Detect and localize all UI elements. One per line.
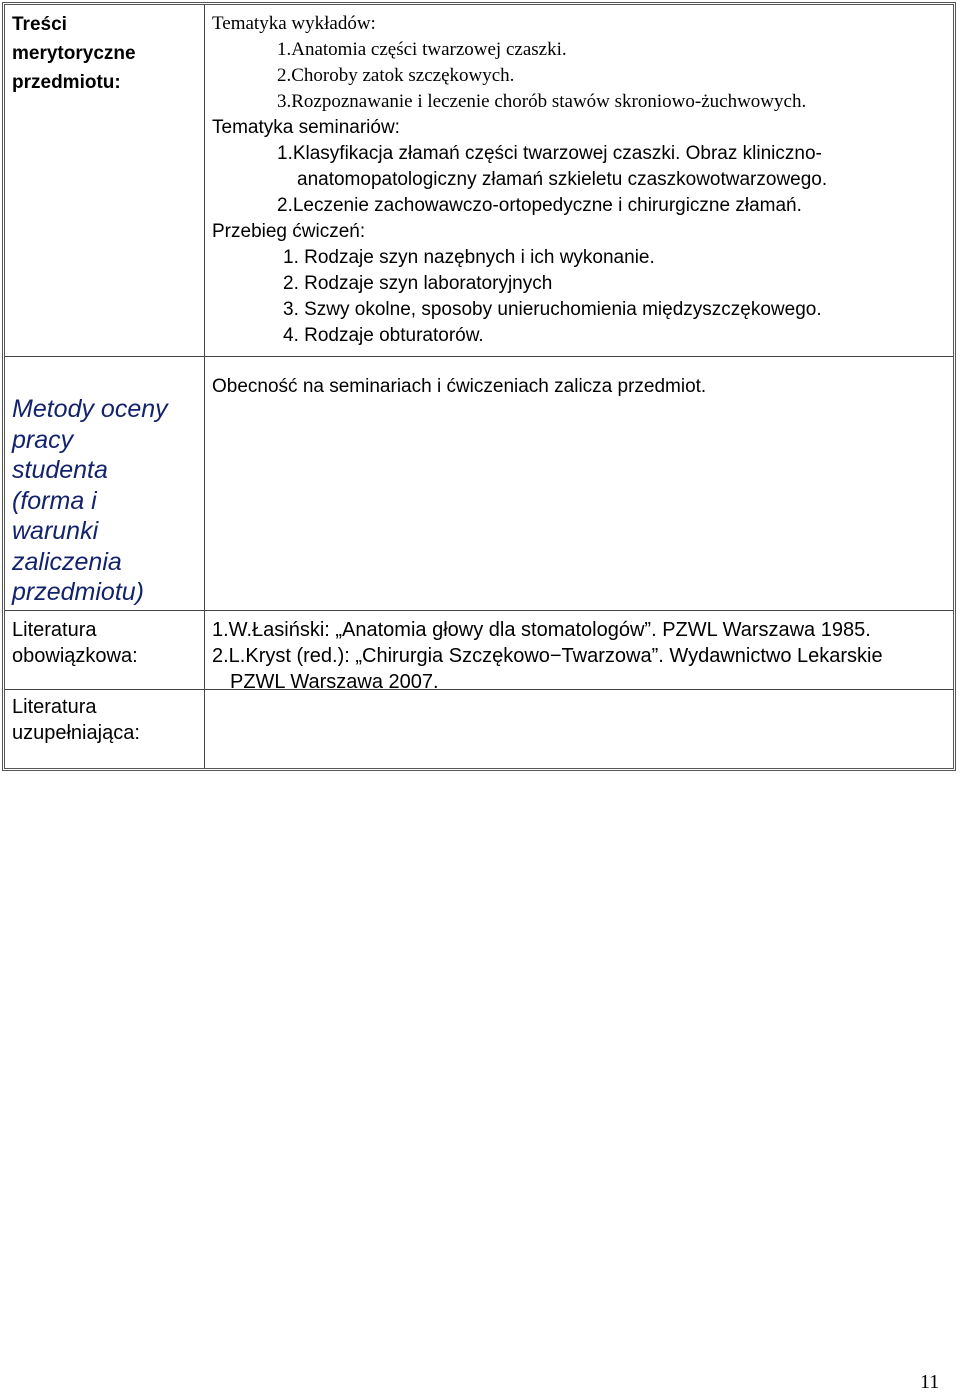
- literature-item: 1.W.Łasiński: „Anatomia głowy dla stomatologów”. PZWL Warszawa 1985.: [212, 619, 871, 641]
- assessment-label-cell: [5, 357, 205, 610]
- lecture-item: 2.Choroby zatok szczękowych.: [277, 65, 515, 86]
- lecture-item: 3.Rozpoznawanie i leczenie chorób stawów skroniowo-żuchwowych.: [277, 91, 807, 112]
- required-literature-label-cell: [5, 611, 205, 689]
- exercise-item: 1. Rodzaje szyn nazębnych i ich wykonanie.: [283, 247, 655, 268]
- supplementary-literature-label-line: Literatura: [12, 696, 97, 718]
- row-assessment: [5, 357, 953, 610]
- assessment-label-line: warunki: [12, 517, 99, 545]
- required-literature-label: [12, 617, 138, 669]
- exercise-item: 3. Szwy okolne, sposoby unieruchomienia międzyszczękowego.: [283, 299, 822, 320]
- content-label: [12, 10, 136, 97]
- assessment-label-line: studenta: [12, 456, 108, 484]
- assessment-text: Obecność na seminariach i ćwiczeniach zalicza przedmiot.: [212, 376, 707, 397]
- assessment-label-line: pracy: [12, 425, 74, 454]
- content-label-cell: [5, 5, 205, 356]
- assessment-label-line: Metody oceny: [12, 395, 168, 423]
- supplementary-literature-text-cell: [205, 690, 953, 768]
- exercise-item: 2. Rodzaje szyn laboratoryjnych: [283, 273, 553, 294]
- literature-item: 2.L.Kryst (red.): „Chirurgia Szczękowo−Twarzowa”. Wydawnictwo Lekarskie: [212, 645, 883, 667]
- seminar-item: 1.Klasyfikacja złamań części twarzowej czaszki. Obraz kliniczno-: [277, 143, 822, 164]
- lecture-item: 1.Anatomia części twarzowej czaszki.: [277, 39, 567, 60]
- required-literature-label-line: obowiązkowa:: [12, 645, 138, 667]
- required-literature-label-line: Literatura: [12, 619, 97, 641]
- content-label-line: przedmiotu:: [12, 72, 121, 93]
- assessment-label-line: przedmiotu): [12, 578, 144, 606]
- exercises-heading: Przebieg ćwiczeń:: [212, 221, 366, 242]
- assessment-text-cell: [205, 357, 953, 610]
- content-label-line: Treści: [12, 14, 67, 35]
- syllabus-table: [2, 2, 956, 771]
- supplementary-literature-label-line: uzupełniająca:: [12, 722, 140, 744]
- seminar-item: 2.Leczenie zachowawczo-ortopedyczne i chirurgiczne złamań.: [277, 195, 802, 216]
- page-number: 11: [920, 1371, 940, 1393]
- seminars-heading: Tematyka seminariów:: [212, 117, 400, 138]
- assessment-label-line: (forma i: [12, 486, 97, 515]
- content-text-cell: [205, 5, 953, 356]
- content-label-line: merytoryczne: [12, 43, 136, 64]
- assessment-label-line: zaliczenia: [12, 547, 122, 576]
- seminar-item: anatomopatologiczny złamań szkieletu czaszkowotwarzowego.: [297, 169, 828, 190]
- lectures-heading: Tematyka wykładów:: [212, 13, 376, 34]
- supplementary-literature-label: [12, 694, 140, 746]
- required-literature-text-cell: [205, 611, 953, 693]
- row-supplementary-literature: [5, 690, 953, 768]
- exercise-item: 4. Rodzaje obturatorów.: [283, 325, 484, 346]
- row-required-literature: [5, 611, 953, 693]
- assessment-label: [12, 394, 168, 608]
- supplementary-literature-label-cell: [5, 690, 205, 768]
- row-content: [5, 5, 953, 356]
- literature-item: PZWL Warszawa 2007.: [230, 671, 439, 693]
